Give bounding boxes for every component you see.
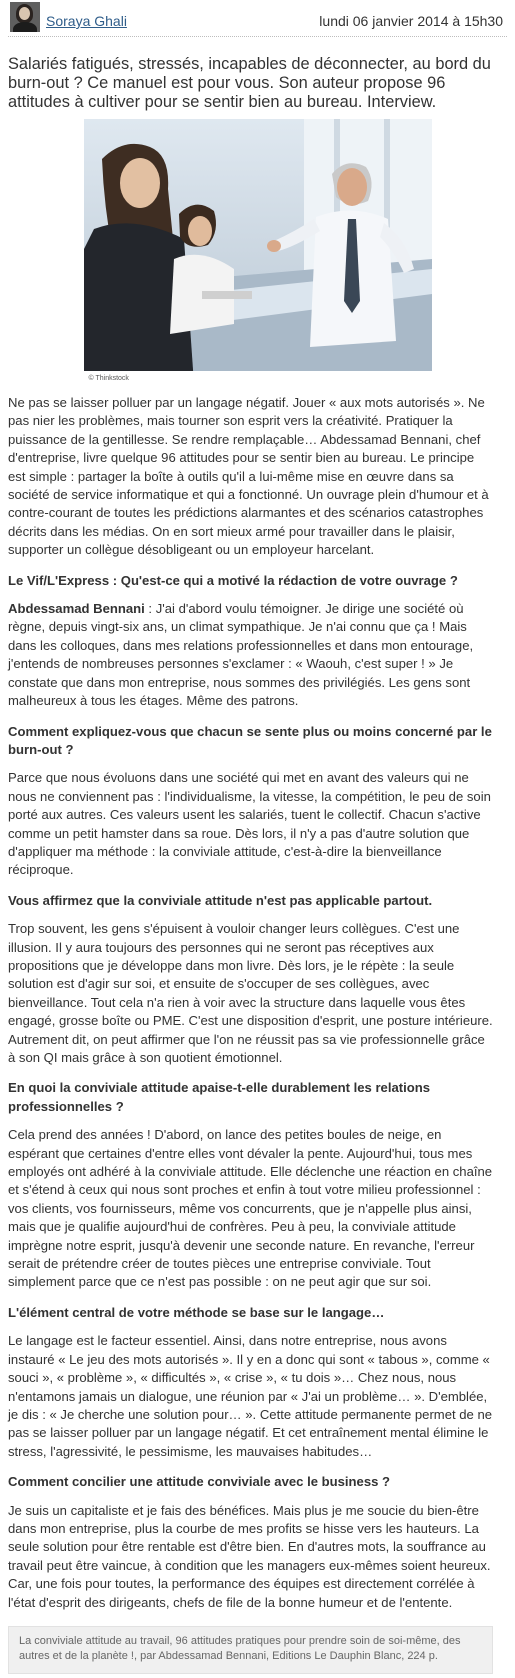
interview-answer: Le langage est le facteur essentiel. Ainsi, dans notre entreprise, nous avons instauré « Le jeu des mots autorisés ». Il y en a donc qui sont « tabous », comme « souci », « problème », « difficultés », « crise », « tu dois »… Chez nous, nous n'entamons jamais un dialogue, une réunion par « J'ai un problème… ». D'emblée, je dis : « Je cherche une solution pour… ». Cette attitude permanente permet de ne pas se laisser polluer par un langage négatif. Et cet entraînement mental élimine le stress, l'agressivité, le pessimisme, les mauvaises habitudes… [8, 1333, 493, 1459]
article-intro: Ne pas se laisser polluer par un langage négatif. Jouer « aux mots autorisés ». Ne pas nier les problèmes, mais tourner son esprit vers la créativité. Pratiquer la puissance de la gentillesse. Se rendre remplaçable… Abdessamad Bennani, chef d'entreprise, livre quelque 96 attitudes pour se sentir bien au bureau. Le principe est simple : partager la boîte à outils qu'il a lui-même mise en œuvre dans sa société de service informatique et qui a fonctionné. Un ouvrage plein d'humour et à contre-courant de toutes les prédictions alarmantes et des scénarios catastrophes décrits dans les médias. On en sort mieux armé pour travailler dans le plaisir, supporter un collègue désobligeant ou un employeur harcelant. [8, 395, 489, 558]
article-photo [84, 119, 432, 384]
interview-question: L'élément central de votre méthode se base sur le langage… [8, 1304, 385, 1320]
interview-question: Comment concilier une attitude conviviale avec le business ? [8, 1474, 391, 1490]
office-scene-illustration [84, 119, 432, 384]
article-header [8, 0, 507, 37]
avatar-face [19, 7, 30, 20]
interview-answer: Parce que nous évoluons dans une société qui met en avant des valeurs qui ne nous ne conviennent pas : l'individualisme, la vitesse, la compétition, le peu de soin porté aux autres. Ces valeurs usent les salariés, tuent le collectif. Chacun s'active comme un petit hamster dans sa roue. Dès lors, il n'y a pas d'autre solution que d'appliquer ma méthode : la conviviale attitude, c'est-à-dire la bienveillance réciproque. [8, 770, 491, 878]
interviewee-name: Abdessamad Bennani [8, 601, 145, 617]
interview-answer: Trop souvent, les gens s'épuisent à vouloir changer leurs collègues. C'est une illusion. Il y aura toujours des personnes qui ne seront pas réceptives aux propositions que je développe dans mon livre. Dès lors, je le répète : la seule solution est d'agir sur soi, et ensuite de s'occuper de ses collègues, avec bienveillance. Tout cela n'a rien à voir avec la structure dans laquelle vous êtes engagé, grosse boîte ou PME. C'est une disposition d'esprit, une posture intérieure. Autrement dit, on peut affirmer que l'on ne réussit pas sa vie professionnelle grâce à son QI mais grâce à son quotient émotionnel. [8, 921, 493, 1065]
interview-question: Comment expliquez-vous que chacun se sente plus ou moins concerné par le burn-out ? [8, 723, 492, 757]
interview-answer: Cela prend des années ! D'abord, on lance des petites boules de neige, en espérant que certaines d'entre elles vont dévaler la pente. Aujourd'hui, tous mes employés ont adhéré à la conviviale attitude. Elle déclenche une réaction en chaîne et s'étend à ceux qui nous sont proches et enfin à tout votre milieu professionnel : vos clients, vos fournisseurs, même vos concurrents, que je n'appelle plus ainsi, mais que je qualifie aujourd'hui de confrères. Peu à peu, la conviviale attitude imprègne notre esprit, jusqu'à devenir une seconde nature. En revanche, l'erreur serait de prétendre créer de toutes pièces une entreprise conviviale. Tout simplement parce que ce n'est pas possible : on ne peut agir que sur soi. [8, 1127, 493, 1290]
interview-answer-text: : J'ai d'abord voulu témoigner. Je dirige une société où règne, depuis vingt-six ans, un climat sympathique. Je n'ai connu que ça ! Mais dans les colloques, dans mes relations professionnelles et dans mon entourage, j'entends de nombreuses personnes s'exclamer : « Waouh, c'est super ! » Je constate que dans mon entreprise, nous sommes des privilégiés. Les gens sont malheureux à tous les étages. Même des patrons. [8, 601, 474, 709]
interview-question: En quoi la conviviale attitude apaise-t-elle durablement les relations professionnelles ? [8, 1080, 431, 1114]
article-body [8, 394, 493, 1612]
author-link[interactable]: Soraya Ghali [46, 13, 127, 29]
interview-answer: Je suis un capitaliste et je fais des bénéfices. Mais plus je me soucie du bien-être dans mon entreprise, plus la courbe de mes profits se hisse vers les hauteurs. La seule solution pour être rentable est d'être bien. En d'autres mots, la souffrance au travail peut être vaincue, à condition que les managers eux-mêmes soient heureux. Car, une fois pour toutes, la performance des équipes est directement corrélée à l'état d'esprit des dirigeants, chefs de file de la bonne humeur et de l'entente. [8, 1502, 491, 1610]
interview-question: Le Vif/L'Express : Qu'est-ce qui a motivé la rédaction de votre ouvrage ? [8, 572, 458, 588]
interview-question: Vous affirmez que la conviviale attitude n'est pas applicable partout. [8, 892, 433, 908]
book-reference-box: La conviviale attitude au travail, 96 attitudes pratiques pour prendre soin de soi-même, des autres et de la planète !, par Abdessamad Bennani, Editions Le Dauphin Blanc, 224 p. [8, 1626, 493, 1674]
interview-answer [8, 600, 493, 710]
publish-date: lundi 06 janvier 2014 à 15h30 [319, 13, 503, 29]
photo-credit: © Thinkstock [88, 375, 129, 382]
article-lead: Salariés fatigués, stressés, incapables de déconnecter, au bord du burn-out ? Ce manuel est pour vous. Son auteur propose 96 attitudes à cultiver pour se sentir bien au bureau. Interview. [8, 55, 491, 111]
avatar-body [13, 22, 37, 32]
author-avatar[interactable] [10, 2, 40, 32]
photo-credit-band [84, 371, 432, 384]
